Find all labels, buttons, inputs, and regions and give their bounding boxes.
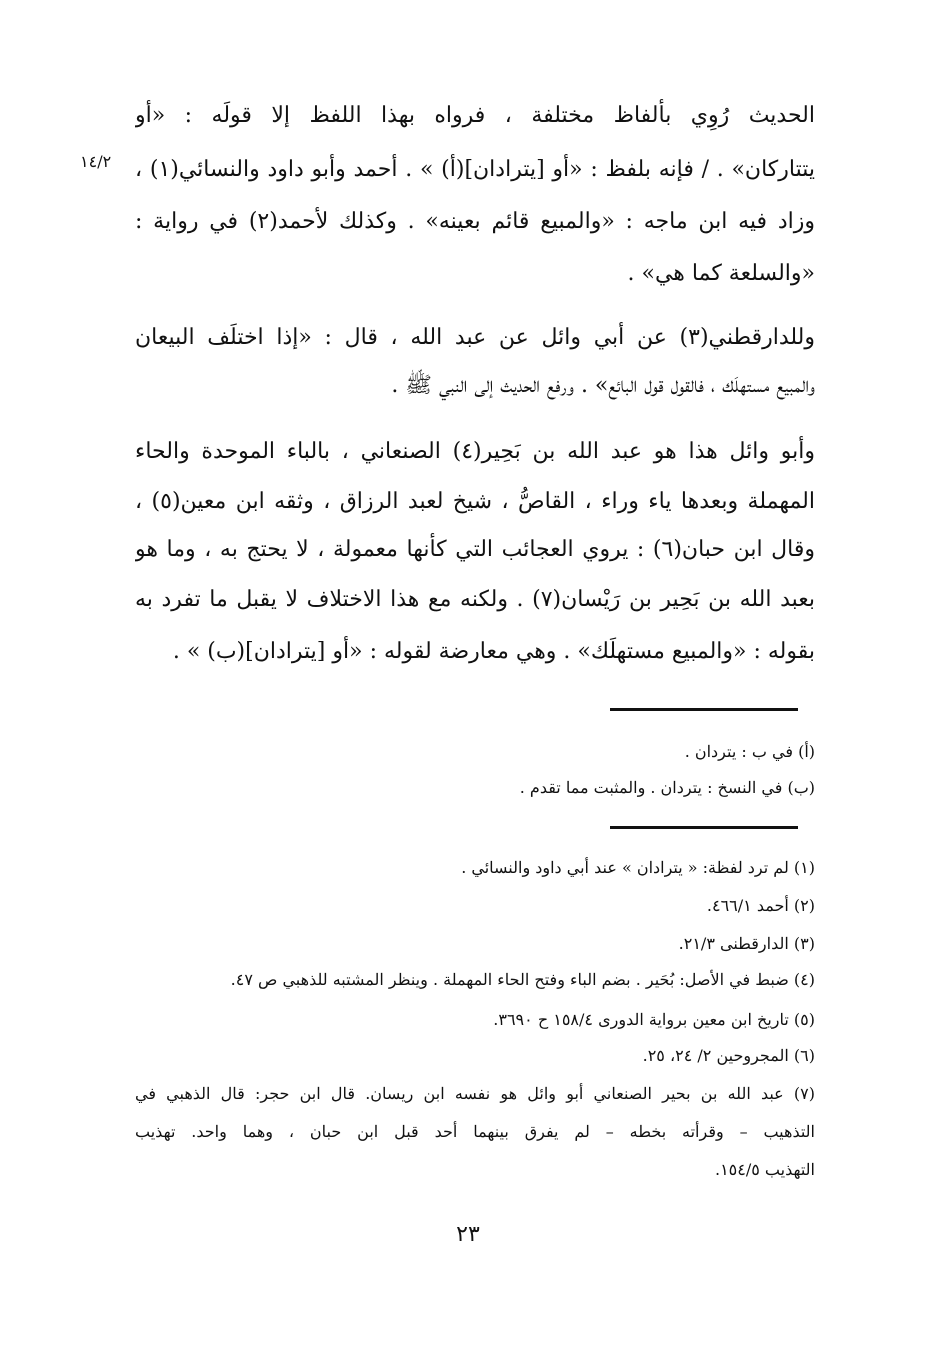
variant-note-a: (أ) في ب : يتردان .	[684, 742, 815, 761]
footnote-7-line-2: التذهيب – وقرأته بخطه – لم يفرق بينهما أحد قبل ابن حبان ، وهما واحد. تهذيب	[135, 1122, 815, 1141]
paragraph-1-line-4: «والسلعة كما هي» .	[627, 261, 815, 286]
footnote-4: (٤) ضبط في الأصل: بُحَير . بضم الباء وفتح الحاء المهملة . وينظر المشتبه للذهبي ص ٤٧.	[230, 970, 815, 989]
footnote-7-line-1: (٧) عبد الله بن بحير الصنعاني أبو وائل هو نفسه ابن ريسان. قال ابن حجر: قال الذهبي في	[135, 1084, 815, 1103]
footnote-7-line-3: التهذيب ١٥٤/٥.	[714, 1160, 815, 1179]
footnote-6: (٦) المجروحين ٢/ ٢٤، ٢٥.	[642, 1046, 815, 1065]
footnotes-rule	[610, 826, 798, 829]
footnote-2: (٢) أحمد ٤٦٦/١.	[706, 896, 815, 915]
paragraph-2-line-1: وللدارقطني(٣) عن أبي وائل عن عبد الله ، قال : «إذا اختلَف البيعان	[135, 325, 815, 350]
footnote-1: (١) لم ترد لفظة: « يترادان » عند أبي داود والنسائي .	[461, 858, 815, 877]
paragraph-1-line-2: يتتاركان» . / فإنه بلفظ : «أو [يترادان](أ) » . أحمد وأبو داود والنسائي(١) ،	[135, 157, 815, 182]
variant-note-b: (ب) في النسخ : يتردان . والمثبت مما تقدم .	[519, 778, 815, 797]
paragraph-3-line-5: بقوله : «والمبيع مستهلَك» . وهي معارضة لقوله : «أو [يترادان](ب) » .	[172, 639, 815, 664]
margin-page-reference: ١٤/٢	[80, 152, 112, 171]
variant-notes-rule	[610, 708, 798, 711]
page-number: ٢٣	[456, 1222, 480, 1247]
footnote-5: (٥) تاريخ ابن معين برواية الدورى ١٥٨/٤ ح ٣٦٩٠.	[493, 1010, 815, 1029]
paragraph-3-line-2: المهملة وبعدها ياء وراء ، القاصُّ ، شيخ لعبد الرزاق ، وثقه ابن معين(٥) ،	[135, 489, 815, 514]
paragraph-3-line-3: وقال ابن حبان(٦) : يروي العجائب التي كأنها معمولة ، لا يحتج به ، وما هو	[135, 537, 815, 562]
paragraph-2-line-2: والمبيع مستهلَك ، فالقول قول البائع» . ورفع الحديث إلى النبي ﷺ .	[391, 373, 815, 398]
paragraph-3-line-4: بعبد الله بن بَحِير بن رَيْسان(٧) . ولكنه مع هذا الاختلاف لا يقبل ما تفرد به	[135, 587, 815, 612]
footnote-3: (٣) الدارقطنى ٢١/٣.	[678, 934, 815, 953]
paragraph-1-line-3: وزاد فيه ابن ماجه : «والمبيع قائم بعينه» . وكذلك لأحمد(٢) في رواية :	[135, 209, 815, 234]
paragraph-3-line-1: وأبو وائل هذا هو عبد الله بن بَحِير(٤) الصنعاني ، بالباء الموحدة والحاء	[135, 439, 815, 464]
paragraph-1-line-1: الحديث رُوِي بألفاظ مختلفة ، فرواه بهذا اللفظ إلا قولَه : «أو	[135, 103, 815, 128]
